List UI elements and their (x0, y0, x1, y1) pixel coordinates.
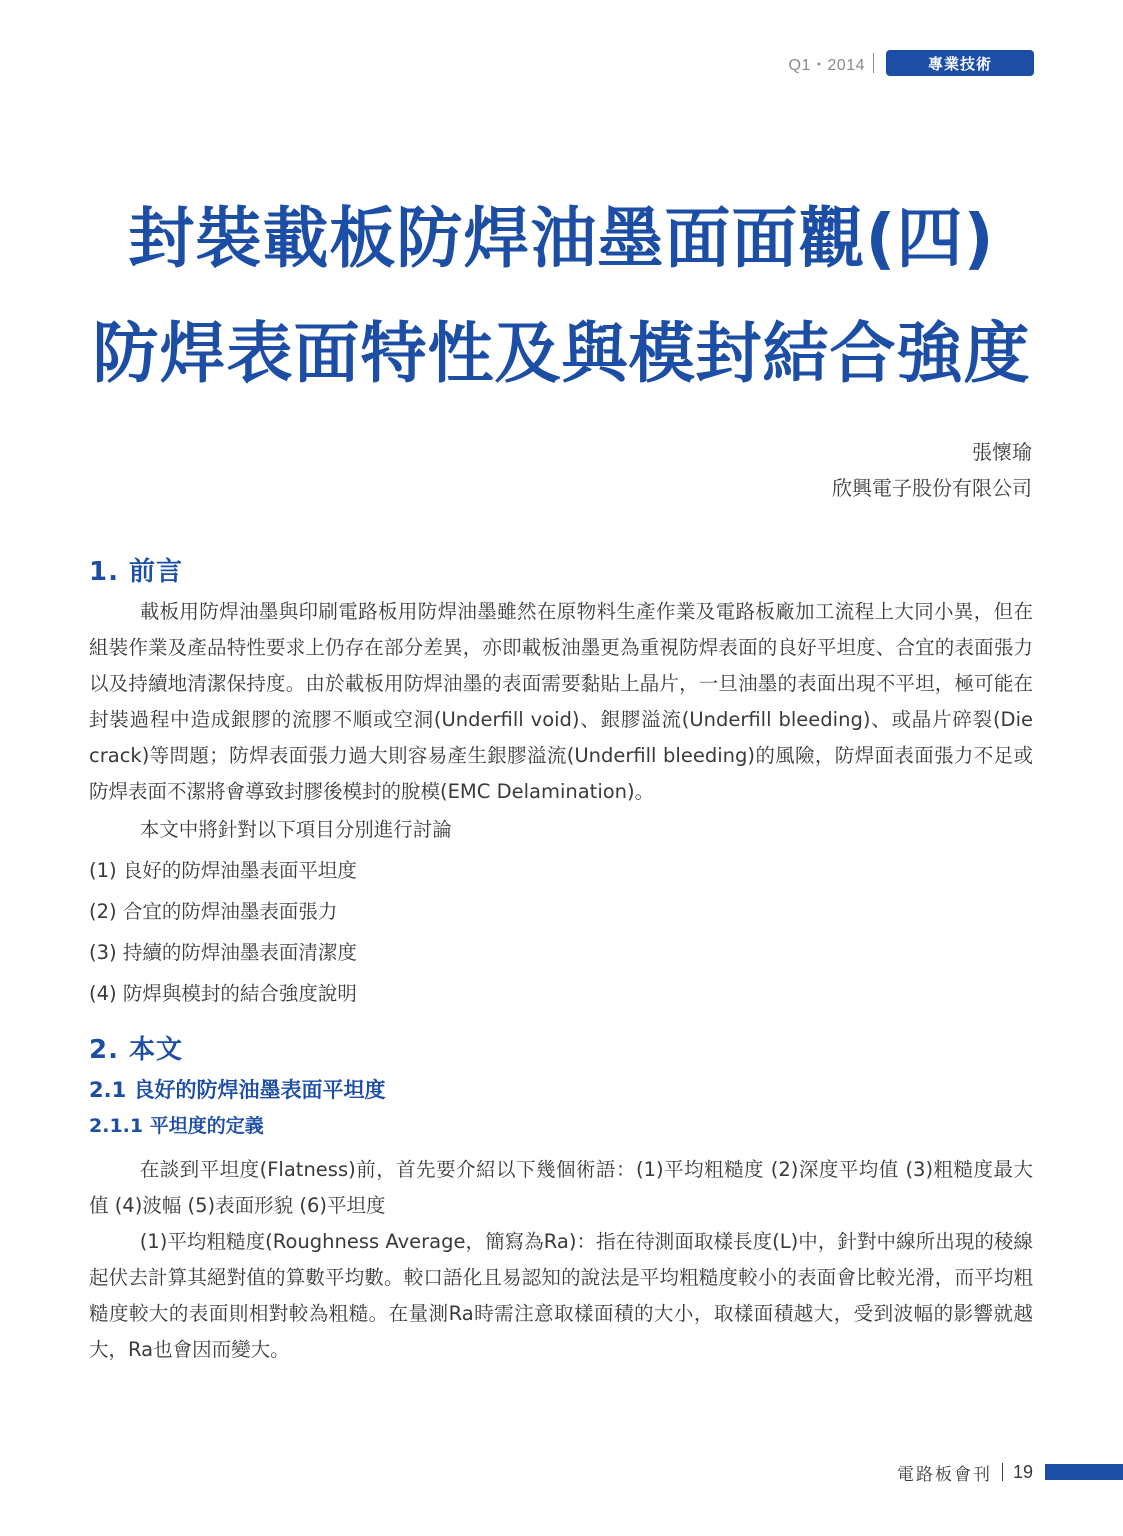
title-line-2: 防焊表面特性及與模封結合強度 (92, 315, 1031, 392)
page-footer (897, 1460, 1123, 1484)
subsection-2-1-heading: 2.1 良好的防焊油墨表面平坦度 (89, 1078, 386, 1102)
page-number: 19 (1012, 1461, 1033, 1482)
list-item: (4) 防焊與模封的結合強度說明 (89, 982, 357, 1005)
list-item: (2) 合宜的防焊油墨表面張力 (89, 900, 338, 923)
journal-name: 電路板會刊 (896, 1464, 992, 1485)
section-2-paragraph-2: (1)平均粗糙度(Roughness Average，簡寫為Ra)：指在待測面取樣長度(L)中，針對中線所出現的稜線起伏去計算其絕對值的算數平均數。較口語化且易認知的說法是平均粗糙度較小的表面會比較光滑，而平均粗糙度較大的表面則相對較為粗糙。在量測Ra時需注意取樣面積的大小，取樣面積越大，受到波幅的影響就越大，Ra也會因而變大。 (89, 1230, 1033, 1361)
title-line-1: 封裝載板防焊油墨面面觀(四) (128, 200, 995, 277)
list-item: (1) 良好的防焊油墨表面平坦度 (89, 859, 357, 882)
section-1-intro: 本文中將針對以下項目分別進行討論 (139, 818, 452, 841)
section-1-paragraph: 載板用防焊油墨與印刷電路板用防焊油墨雖然在原物料生產作業及電路板廠加工流程上大同小異，但在組裝作業及產品特性要求上仍存在部分差異，亦即載板油墨更為重視防焊表面的良好平坦度、合宜的表面張力以及持續地清潔保持度。由於載板用防焊油墨的表面需要黏貼上晶片，一旦油墨的表面出現不平坦，極可能在封裝過程中造成銀膠的流膠不順或空洞(Underfill void)、銀膠溢流(Underfill bleeding)、或晶片碎裂(Die crack)等問題；防焊表面張力過大則容易產生銀膠溢流(Underfill bleeding)的風險，防焊面表面張力不足或防焊表面不潔將會導致封膠後模封的脫模(EMC Delamination)。 (89, 600, 1034, 803)
subsection-2-1-1-heading: 2.1.1 平坦度的定義 (89, 1115, 264, 1137)
author-name: 張懷瑜 (972, 440, 1032, 464)
author-company: 欣興電子股份有限公司 (832, 476, 1032, 500)
article-body (89, 550, 1033, 1368)
section-tag: 專業技術 (886, 50, 1034, 76)
header-divider (873, 53, 874, 73)
page-header (789, 50, 1034, 76)
section-2-paragraph-1: 在談到平坦度(Flatness)前，首先要介紹以下幾個術語：(1)平均粗糙度 (2)深度平均值 (3)粗糙度最大值 (4)波幅 (5)表面形貌 (6)平坦度 (89, 1158, 1033, 1217)
list-item: (3) 持續的防焊油墨表面清潔度 (89, 941, 357, 964)
issue-label: Q1・2014 (788, 56, 865, 74)
footer-divider (1002, 1463, 1003, 1481)
footer-accent-bar (1045, 1464, 1123, 1480)
section-1-heading: 1. 前言 (89, 557, 184, 587)
section-2-heading: 2. 本文 (89, 1035, 184, 1065)
